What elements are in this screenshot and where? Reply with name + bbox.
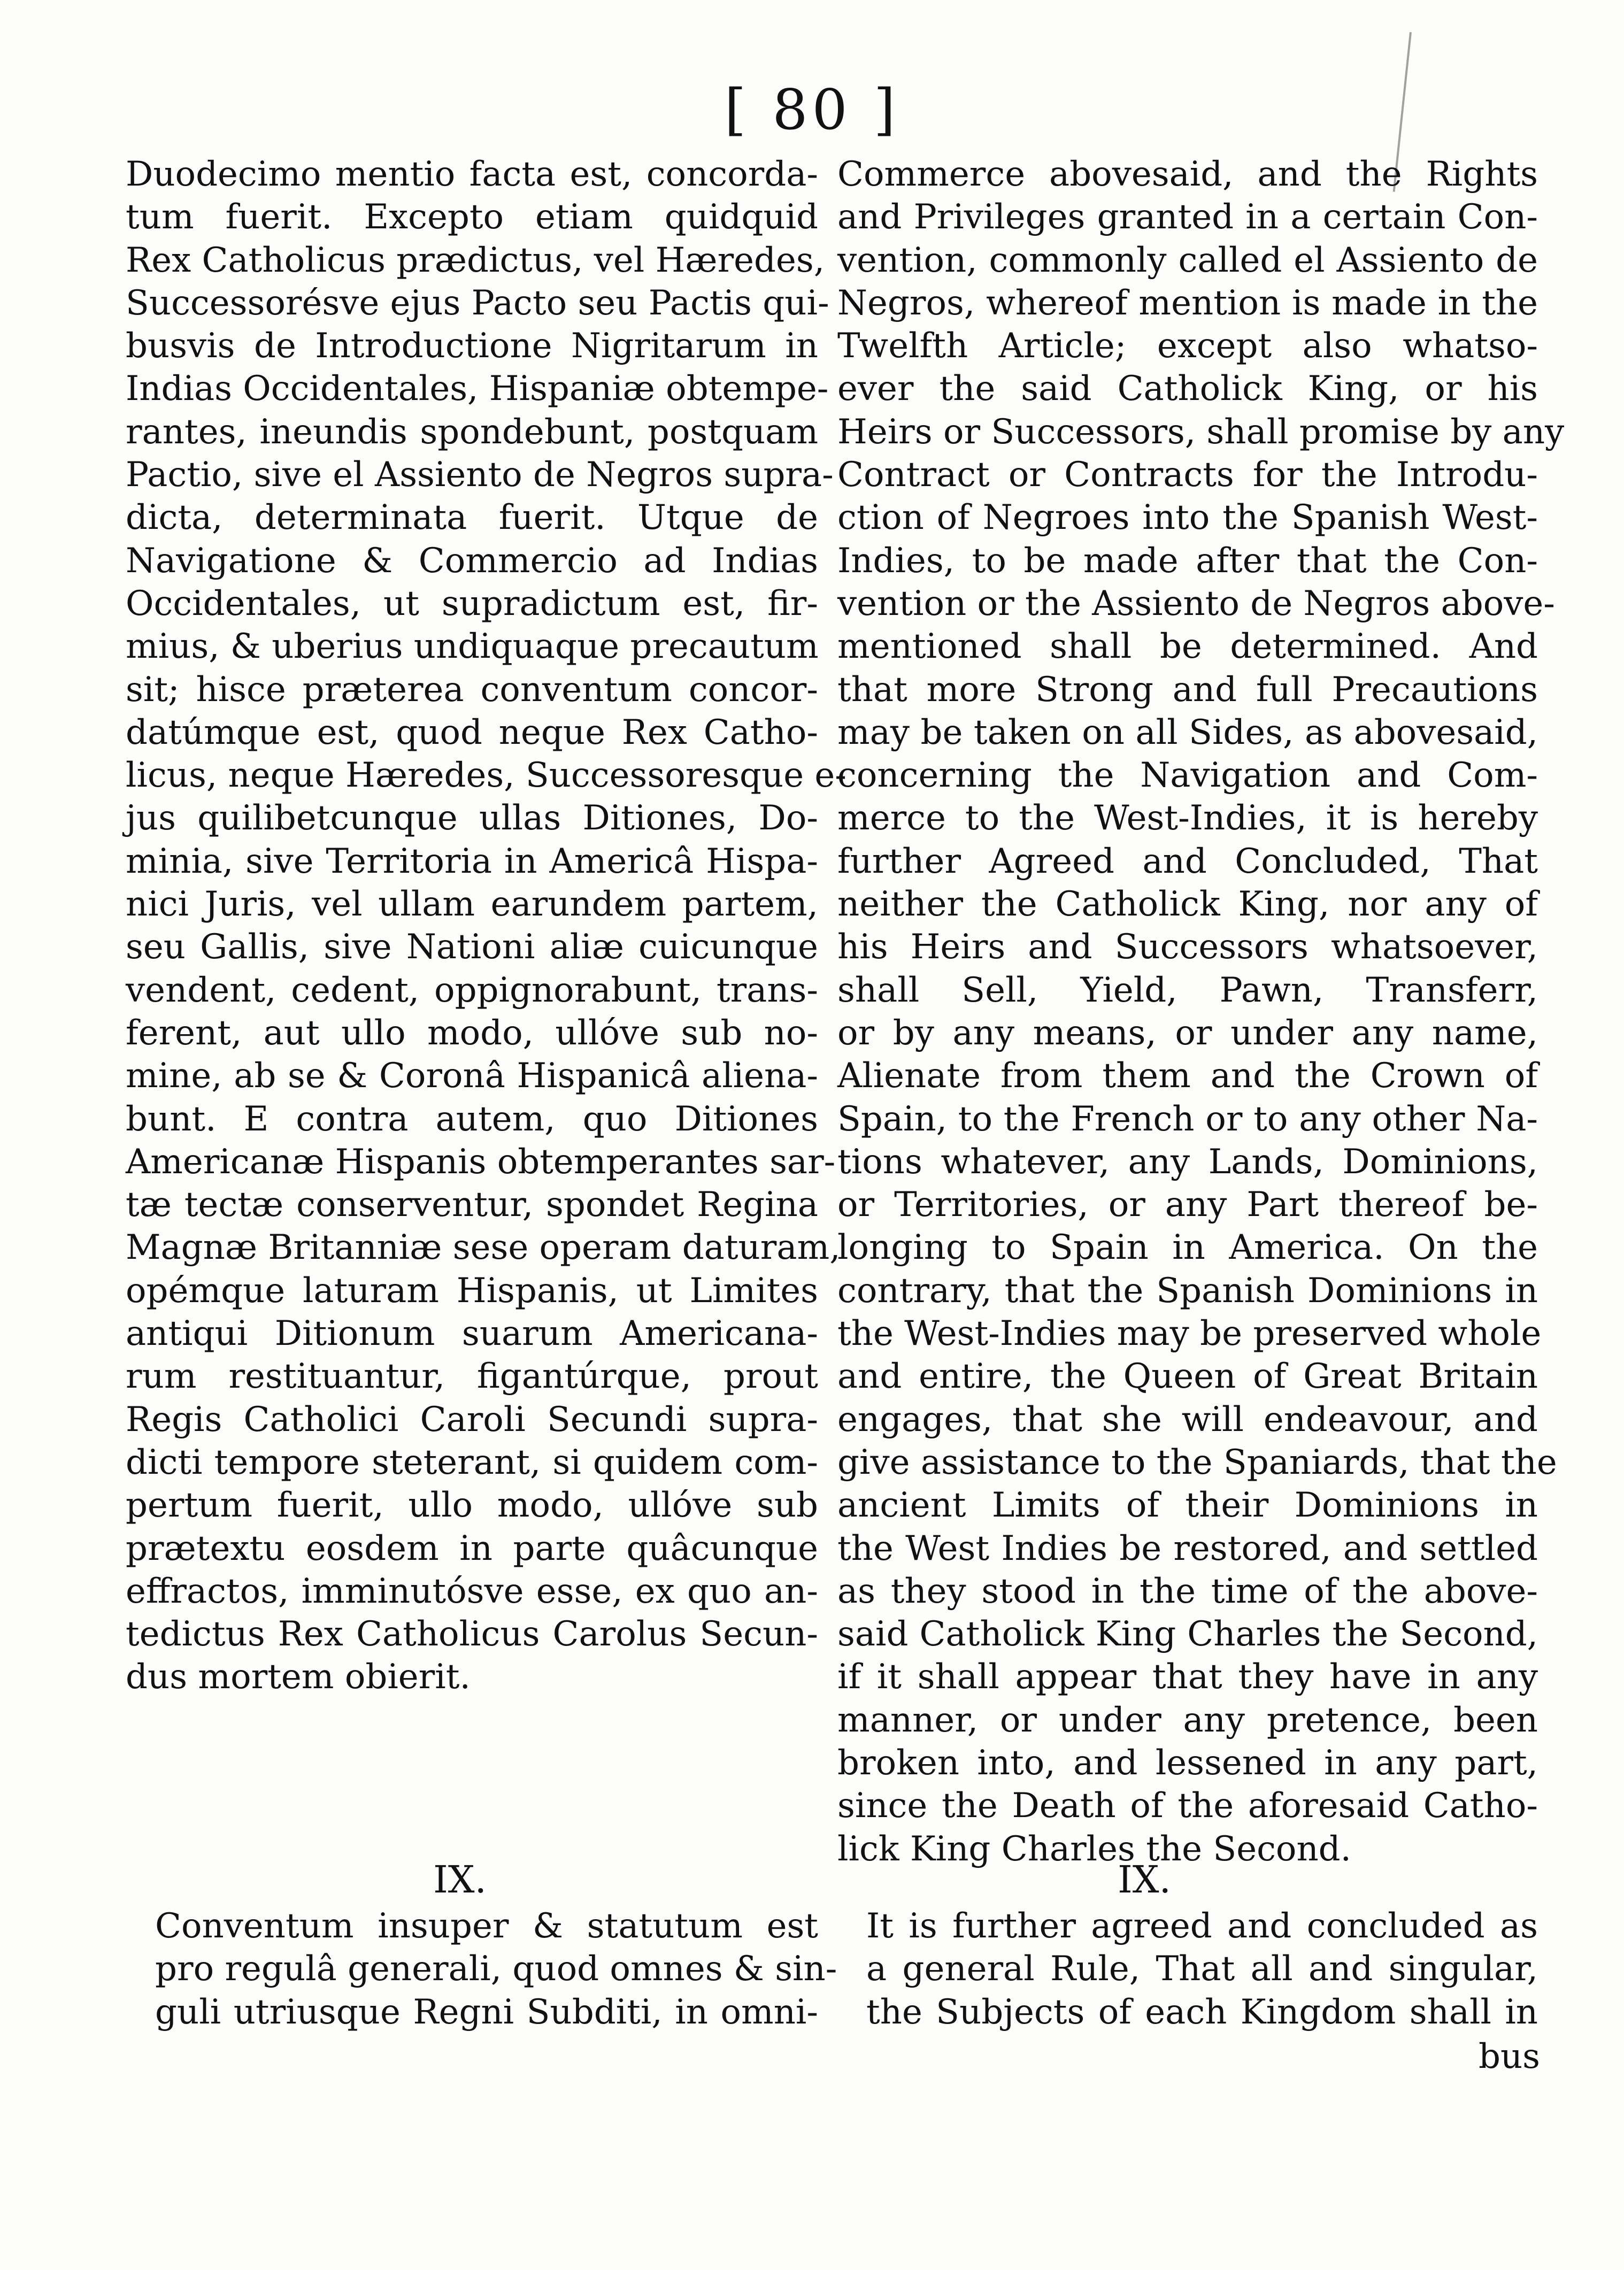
latin-text-line: datúmque est, quod neque Rex Catho-: [126, 712, 818, 752]
latin-text-line: mine, ab se & Coronâ Hispanicâ aliena-: [126, 1056, 818, 1096]
latin-text-line: busvis de Introductione Nigritarum in: [126, 326, 818, 366]
latin-text-line: Duodecimo mentio facta est, concorda-: [126, 155, 818, 194]
english-text-line: Heirs or Successors, shall promise by any: [837, 412, 1565, 452]
latin-text-line: pertum fuerit, ullo modo, ullóve sub: [126, 1486, 818, 1526]
latin-text-line: seu Gallis, sive Nationi aliæ cuicunque: [126, 927, 818, 967]
page-number: [ 80 ]: [724, 77, 900, 142]
english-text-line: said Catholick King Charles the Second,: [837, 1614, 1538, 1655]
latin-text-line: Pactio, sive el Assiento de Negros supra-: [126, 455, 834, 495]
latin-text-line: rantes, ineundis spondebunt, postquam: [126, 412, 818, 452]
english-text-line: longing to Spain in America. On the: [837, 1228, 1538, 1268]
latin-text-line: antiqui Ditionum suarum Americana-: [126, 1314, 818, 1354]
english-text-line: ancient Limits of their Dominions in: [837, 1486, 1538, 1526]
latin-text-line: Navigatione & Commercio ad Indias: [126, 541, 818, 581]
english-text-line: may be taken on all Sides, as abovesaid,: [837, 712, 1538, 752]
english-text-line: Negros, whereof mention is made in the: [837, 283, 1538, 323]
latin-text-line: Occidentales, ut supradictum est, fir-: [126, 583, 818, 624]
english-text-line: Contract or Contracts for the Introdu-: [837, 455, 1538, 495]
latin-text-line: Successorésve ejus Pacto seu Pactis qui-: [126, 283, 829, 323]
english-text-line: merce to the West-Indies, it is hereby: [837, 798, 1538, 838]
latin-text-line: tæ tectæ conserventur, spondet Regina: [126, 1185, 818, 1225]
english-section-line: a general Rule, That all and singular,: [866, 1949, 1538, 1989]
english-column: [837, 153, 1565, 1871]
english-text-line: lick King Charles the Second.: [837, 1829, 1351, 1869]
english-text-line: Twelfth Article; except also whatso-: [837, 326, 1538, 366]
latin-text-line: rum restituantur, figantúrque, prout: [126, 1357, 818, 1397]
english-text-line: engages, that she will endeavour, and: [837, 1399, 1538, 1440]
latin-text-line: Regis Catholici Caroli Secundi supra-: [126, 1399, 818, 1440]
english-section-text: [866, 1905, 1538, 2034]
latin-text-line: ferent, aut ullo modo, ullóve sub no-: [126, 1013, 818, 1053]
english-text-line: and Privileges granted in a certain Con-: [837, 197, 1538, 237]
latin-text-line: dus mortem obierit.: [126, 1657, 471, 1697]
latin-section-line: Conventum insuper & statutum est: [155, 1906, 818, 1946]
english-text-line: manner, or under any pretence, been: [837, 1700, 1538, 1740]
english-text-line: the West Indies be restored, and settled: [837, 1528, 1538, 1568]
latin-text-line: licus, neque Hæredes, Successoresque e-: [126, 756, 846, 796]
latin-text-line: dicta, determinata fuerit. Utque de: [126, 498, 818, 538]
english-text-line: neither the Catholick King, nor any of: [837, 884, 1538, 925]
latin-text-line: jus quilibetcunque ullas Ditiones, Do-: [126, 798, 818, 838]
latin-section-text: [155, 1905, 837, 2034]
latin-text-line: bunt. E contra autem, quo Ditiones: [126, 1099, 818, 1139]
latin-text-line: Indias Occidentales, Hispaniæ obtempe-: [126, 369, 829, 409]
latin-text-line: sit; hisce præterea conventum concor-: [126, 670, 818, 710]
english-text-line: if it shall appear that they have in any: [837, 1657, 1538, 1697]
latin-text-line: mius, & uberius undiquaque precautum: [126, 627, 819, 667]
latin-section-line: pro regulâ generali, quod omnes & sin-: [155, 1949, 837, 1989]
latin-text-line: effractos, imminutósve esse, ex quo an-: [126, 1571, 818, 1611]
english-text-line: or by any means, or under any name,: [837, 1013, 1538, 1053]
latin-text-line: minia, sive Territoria in Americâ Hispa-: [126, 841, 818, 881]
latin-text-line: tedictus Rex Catholicus Carolus Secun-: [126, 1614, 818, 1655]
english-text-line: vention, commonly called el Assiento de: [837, 240, 1538, 280]
english-text-line: and entire, the Queen of Great Britain: [837, 1357, 1538, 1397]
latin-text-line: tum fuerit. Excepto etiam quidquid: [126, 197, 818, 237]
english-text-line: shall Sell, Yield, Pawn, Transferr,: [837, 970, 1538, 1010]
english-text-line: Commerce abovesaid, and the Rights: [837, 155, 1538, 194]
english-text-line: that more Strong and full Precautions: [837, 670, 1538, 710]
english-text-line: contrary, that the Spanish Dominions in: [837, 1271, 1538, 1311]
english-text-line: ever the said Catholick King, or his: [837, 369, 1538, 409]
english-section-heading: IX.: [1118, 1858, 1171, 1902]
english-text-line: as they stood in the time of the above-: [837, 1571, 1538, 1611]
latin-text-line: prætextu eosdem in parte quâcunque: [126, 1528, 818, 1568]
latin-text-line: vendent, cedent, oppignorabunt, trans-: [126, 970, 818, 1010]
english-text-line: tions whatever, any Lands, Dominions,: [837, 1142, 1538, 1182]
latin-text-line: opémque laturam Hispanis, ut Limites: [126, 1271, 818, 1311]
english-text-line: the West-Indies may be preserved whole: [837, 1314, 1542, 1354]
english-text-line: since the Death of the aforesaid Catho-: [837, 1786, 1538, 1826]
latin-text-line: Magnæ Britanniæ sese operam daturam,: [126, 1228, 841, 1268]
latin-column: [126, 153, 846, 1699]
latin-section-line: guli utriusque Regni Subditi, in omni-: [155, 1992, 818, 2032]
english-text-line: vention or the Assiento de Negros above-: [837, 583, 1555, 624]
latin-text-line: dicti tempore steterant, si quidem com-: [126, 1442, 818, 1482]
english-text-line: ction of Negroes into the Spanish West-: [837, 498, 1538, 538]
english-text-line: mentioned shall be determined. And: [837, 627, 1538, 667]
english-text-line: Alienate from them and the Crown of: [837, 1056, 1538, 1096]
catchword: bus: [1478, 2037, 1540, 2076]
english-text-line: concerning the Navigation and Com-: [837, 756, 1538, 796]
latin-section-heading: IX.: [433, 1858, 487, 1902]
english-text-line: give assistance to the Spaniards, that the: [837, 1442, 1557, 1482]
english-section-line: It is further agreed and concluded as: [866, 1906, 1538, 1946]
english-text-line: further Agreed and Concluded, That: [837, 841, 1538, 881]
english-section-line: the Subjects of each Kingdom shall in: [866, 1992, 1538, 2032]
english-text-line: Indies, to be made after that the Con-: [837, 541, 1538, 581]
english-text-line: his Heirs and Successors whatsoever,: [837, 927, 1538, 967]
latin-text-line: Rex Catholicus prædictus, vel Hæredes,: [126, 240, 825, 280]
latin-text-line: Americanæ Hispanis obtemperantes sar-: [126, 1142, 836, 1182]
english-text-line: broken into, and lessened in any part,: [837, 1743, 1538, 1783]
english-text-line: or Territories, or any Part thereof be-: [837, 1185, 1538, 1225]
latin-text-line: nici Juris, vel ullam earundem partem,: [126, 884, 818, 925]
english-text-line: Spain, to the French or to any other Na-: [837, 1099, 1538, 1139]
